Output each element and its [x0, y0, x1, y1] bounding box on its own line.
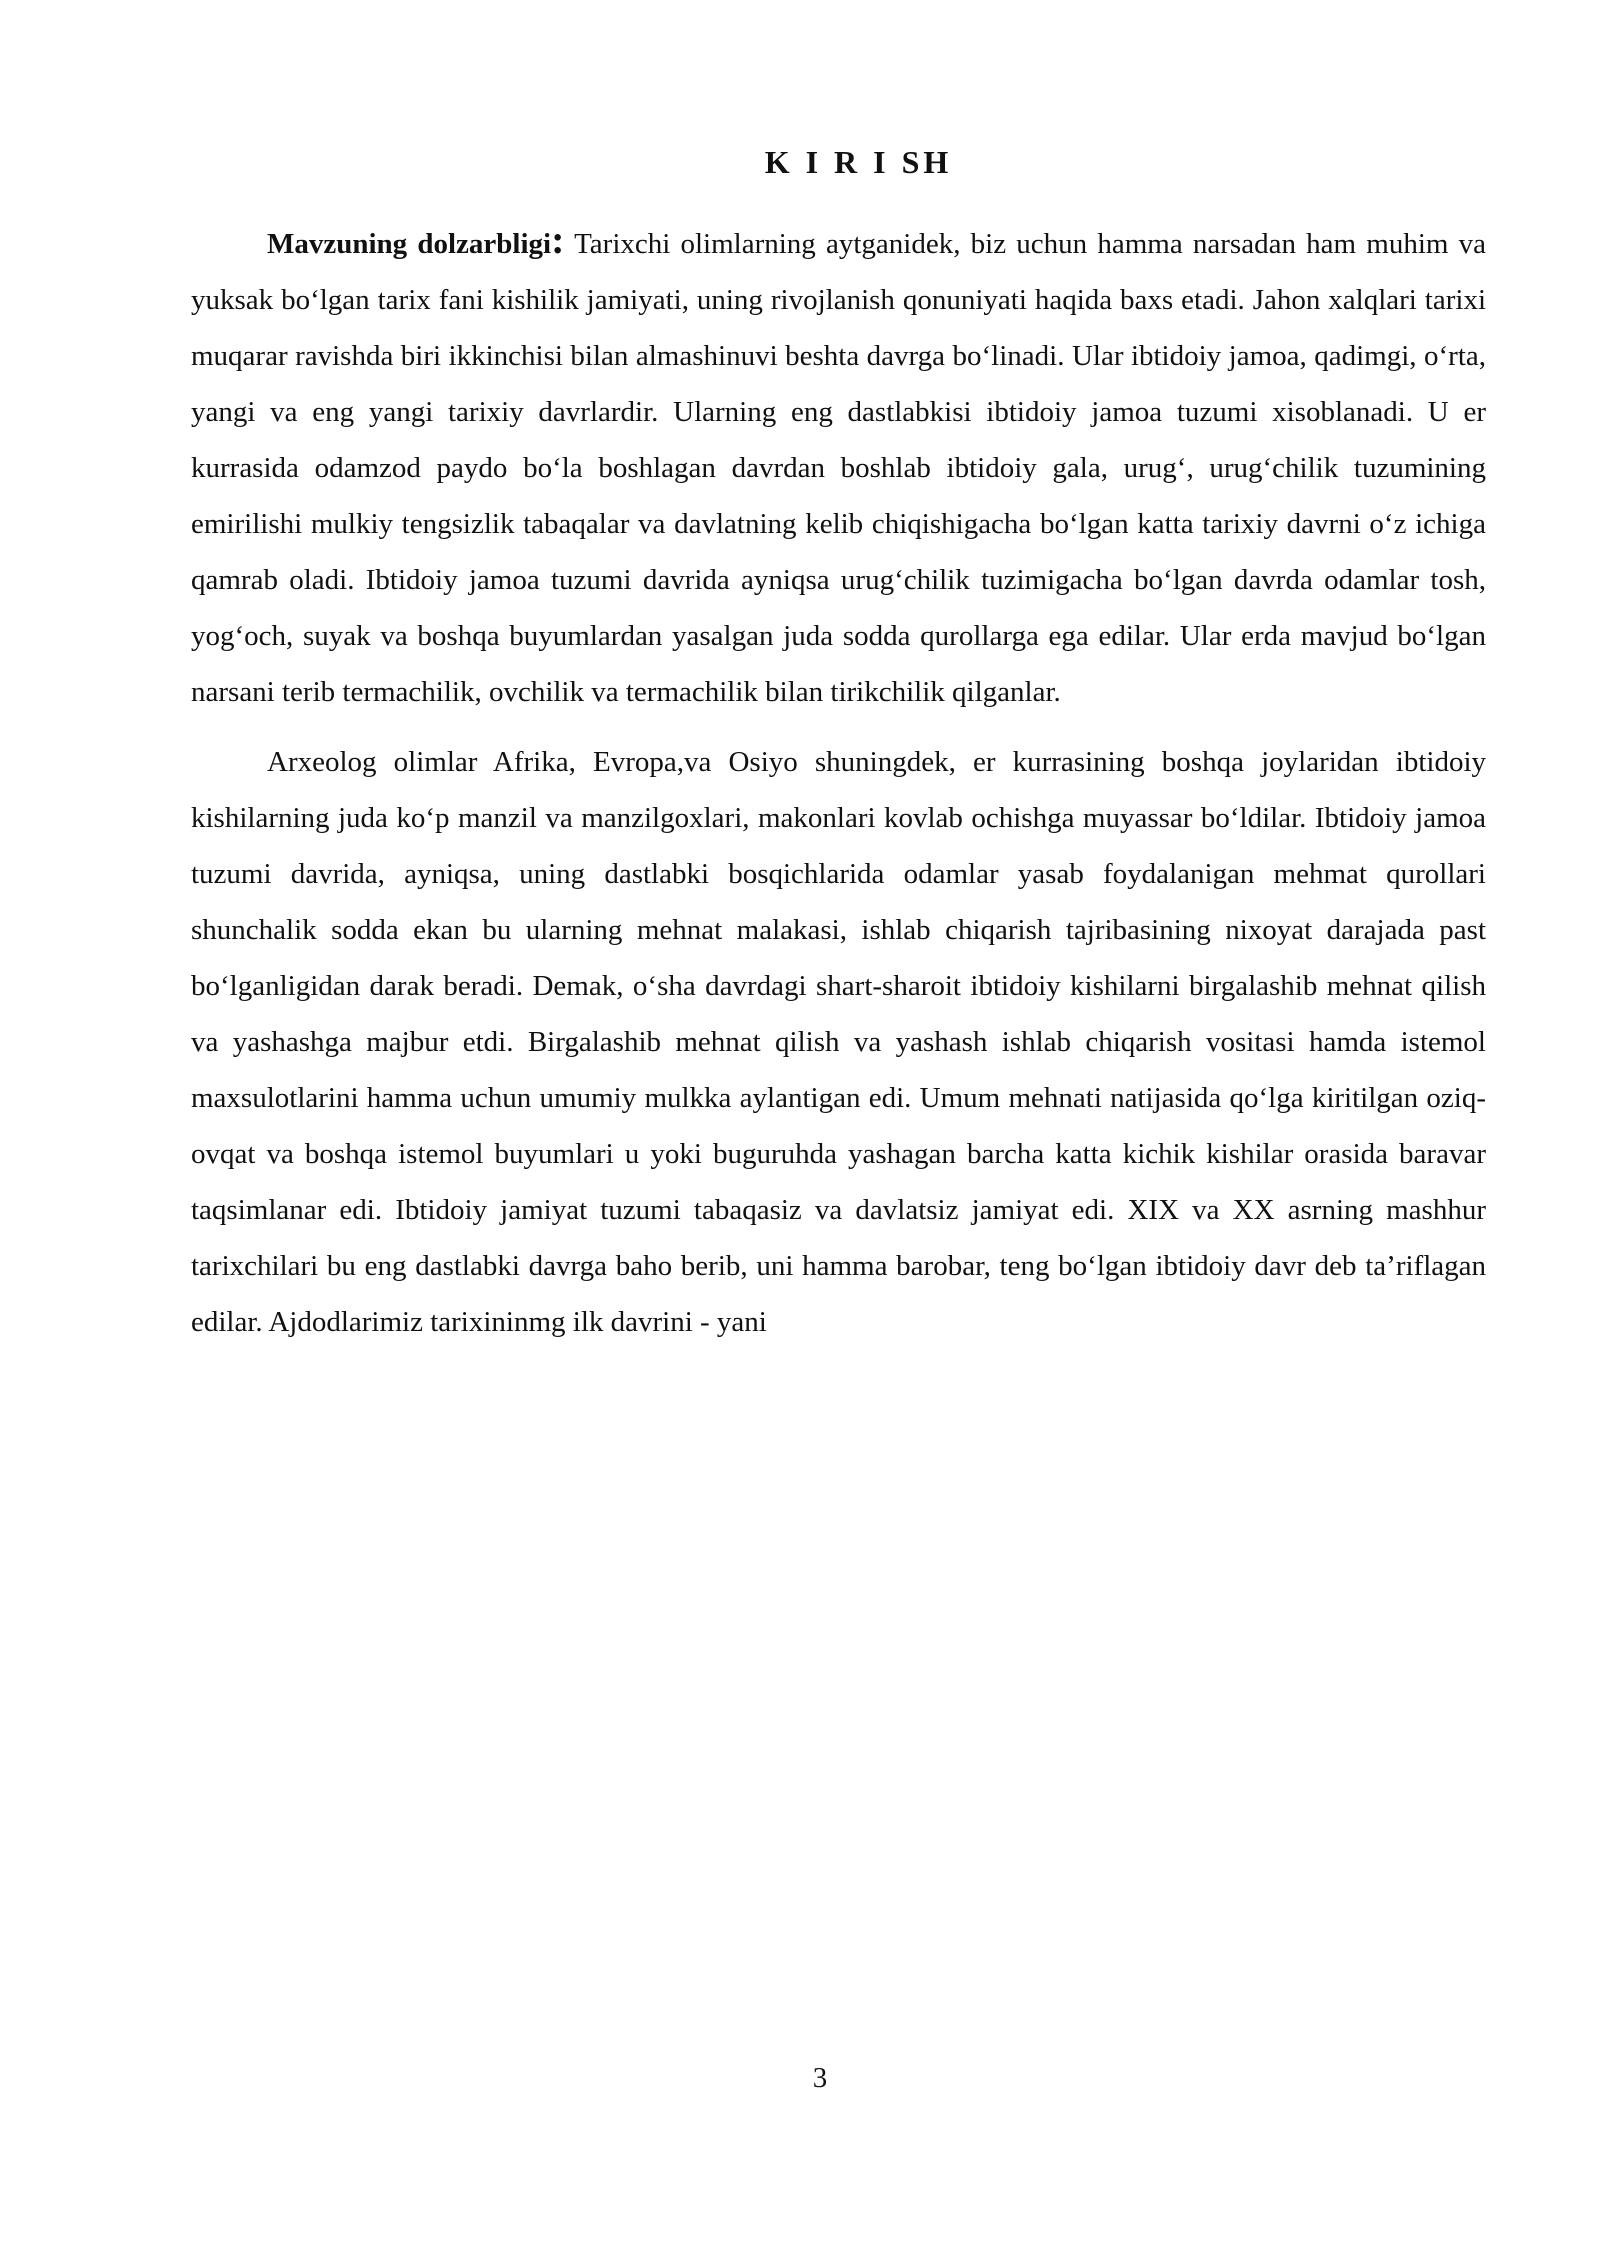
paragraph-relevance — [191, 216, 1486, 720]
paragraph-archaeology: Arxeolog olimlar Afrika, Evropa,va Osiyo shuningdek, er kurrasining boshqa joylaridan ibtidoiy kishilarning juda ko‘p manzil va manzilgoxlari, makonlari kovlab ochishga muyassar bo‘ldilar. Ibtidoiy jamoa tuzumi davrida, ayniqsa, uning dastlabki bosqichlarida odamlar yasab foydalanigan mehmat qurollari shunchalik sodda ekan bu ularning mehnat malakasi, ishlab chiqarish tajribasining nixoyat darajada past bo‘lganligidan darak beradi. Demak, o‘sha davrdagi shart-sharoit ibtidoiy kishilarni birgalashib mehnat qilish va yashashga majbur etdi. Birgalashib mehnat qilish va yashash ishlab chiqarish vositasi hamda istemol maxsulotlarini hamma uchun umumiy mulkka aylantigan edi. Umum mehnati natijasida qo‘lga kiritilgan oziq-ovqat va boshqa istemol buyumlari u yoki buguruhda yashagan barcha katta kichik kishilar orasida baravar taqsimlanar edi. Ibtidoiy jamiyat tuzumi tabaqasiz va davlatsiz jamiyat edi. XIX va XX asrning mashhur tarixchilari bu eng dastlabki davrga baho berib, uni hamma barobar, teng bo‘lgan ibtidoiy davr deb ta’riflagan edilar. Ajdodlarimiz tarixininmg ilk davrini - yani — [191, 746, 1486, 1338]
page-number: 3 — [812, 2062, 828, 2094]
lead-colon: : — [551, 217, 565, 262]
lead-label: Mavzuning dolzarbligi — [267, 228, 552, 260]
paragraph-1-text: Tarixchi olimlarning aytganidek, biz uchun hamma narsadan ham muhim va yuksak bo‘lgan tarix fani kishilik jamiyati, uning rivojlanish qonuniyati haqida baxs etadi. Jahon xalqlari tarixi muqarar ravishda biri ikkinchisi bilan almashinuvi beshta davrga bo‘linadi. Ular ibtidoiy jamoa, qadimgi, o‘rta, yangi va eng yangi tarixiy davrlardir. Ularning eng dastlabkisi ibtidoiy jamoa tuzumi xisoblanadi. U er kurrasida odamzod paydo bo‘la boshlagan davrdan boshlab ibtidoiy gala, urug‘, urug‘chilik tuzumining emirilishi mulkiy tengsizlik tabaqalar va davlatning kelib chiqishigacha bo‘lgan katta tarixiy davrni o‘z ichiga qamrab oladi. Ibtidoiy jamoa tuzumi davrida ayniqsa urug‘chilik tuzimigacha bo‘lgan davrda odamlar tosh, yog‘och, suyak va boshqa buyumlardan yasalgan juda sodda qurollarga ega edilar. Ular erda mavjud bo‘lgan narsani terib termachilik, ovchilik va termachilik bilan tirikchilik qilganlar. — [191, 228, 1486, 708]
page-title: K I R I SH — [764, 144, 953, 180]
page-content — [191, 138, 1486, 1364]
